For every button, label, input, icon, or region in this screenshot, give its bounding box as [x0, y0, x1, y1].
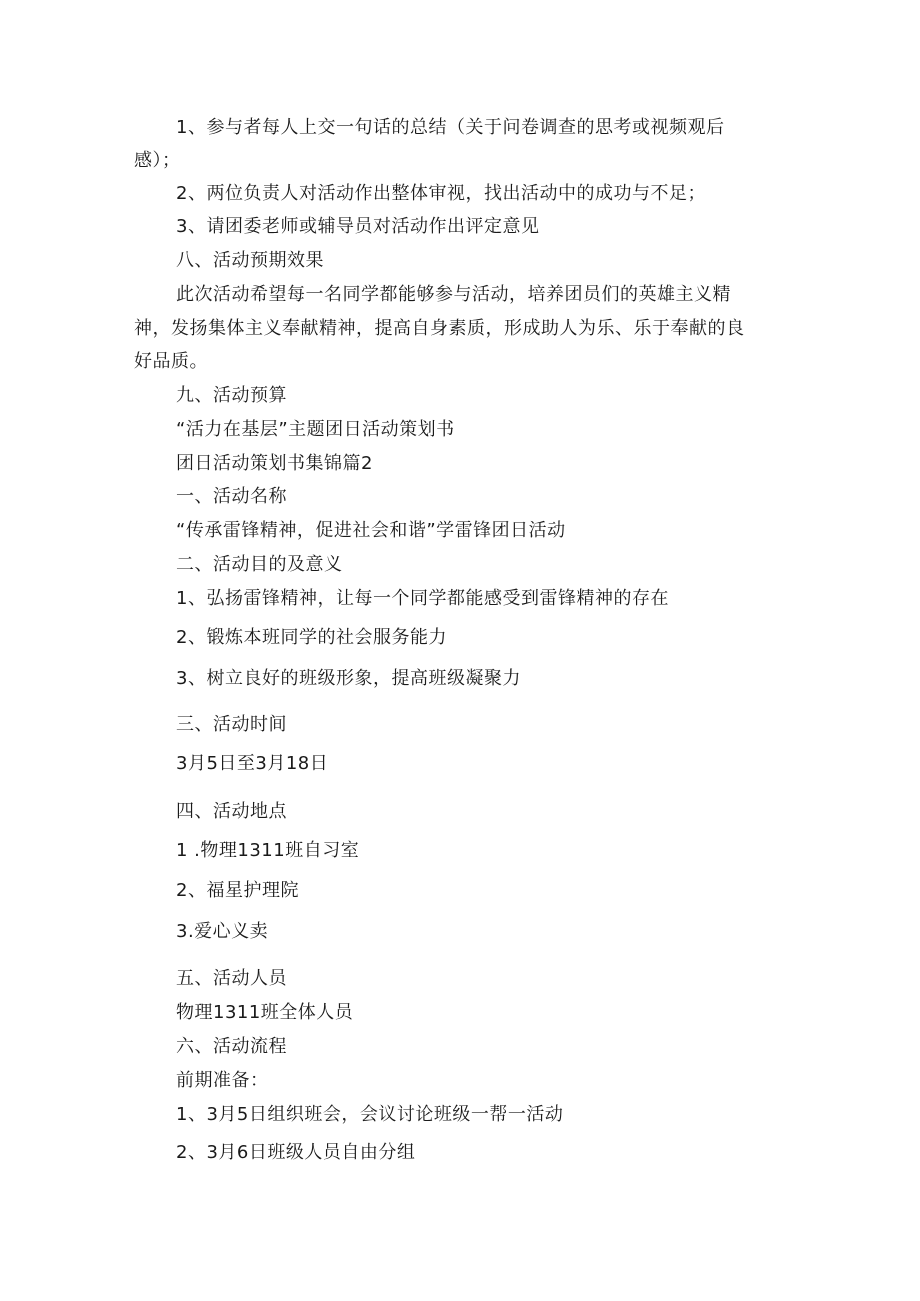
text-line: “传承雷锋精神，促进社会和谐”学雷锋团日活动 — [176, 520, 566, 541]
section-heading: 八、活动预期效果 — [176, 250, 324, 271]
section-heading: 四、活动地点 — [176, 801, 287, 822]
text-line: 2、两位负责人对活动作出整体审视，找出活动中的成功与不足； — [176, 183, 706, 204]
text-line: 前期准备： — [176, 1070, 269, 1091]
text-line: “活力在基层”主题团日活动策划书 — [176, 419, 455, 440]
text-line: 好品质。 — [134, 351, 208, 372]
text-line: 此次活动希望每一名同学都能够参与活动，培养团员们的英雄主义精 — [176, 284, 731, 305]
list-item: 2、3月6日班级人员自由分组 — [176, 1142, 416, 1163]
list-item: 1、3月5日组织班会，会议讨论班级一帮一活动 — [176, 1104, 564, 1125]
text-line: 1、参与者每人上交一句话的总结（关于问卷调查的思考或视频观后 — [176, 117, 725, 138]
text-line: 3、请团委老师或辅导员对活动作出评定意见 — [176, 216, 540, 237]
list-item: 3.爱心义卖 — [176, 921, 269, 942]
section-heading: 二、活动目的及意义 — [176, 554, 343, 575]
text-line: 物理1311班全体人员 — [176, 1002, 354, 1023]
list-item: 2、锻炼本班同学的社会服务能力 — [176, 627, 447, 648]
document-title: 团日活动策划书集锦篇2 — [176, 453, 373, 474]
section-heading: 三、活动时间 — [176, 714, 287, 735]
section-heading: 九、活动预算 — [176, 385, 287, 406]
text-line: 感）； — [134, 150, 181, 171]
section-heading: 一、活动名称 — [176, 486, 287, 507]
list-item: 3、树立良好的班级形象，提高班级凝聚力 — [176, 668, 521, 689]
list-item: 2、福星护理院 — [176, 880, 299, 901]
section-heading: 五、活动人员 — [176, 968, 287, 989]
list-item: 1、弘扬雷锋精神，让每一个同学都能感受到雷锋精神的存在 — [176, 588, 669, 609]
section-heading: 六、活动流程 — [176, 1036, 287, 1057]
list-item: 1 .物理1311班自习室 — [176, 840, 360, 861]
text-line: 神，发扬集体主义奉献精神，提高自身素质，形成助人为乐、乐于奉献的良 — [134, 318, 745, 339]
text-line: 3月5日至3月18日 — [176, 753, 329, 774]
